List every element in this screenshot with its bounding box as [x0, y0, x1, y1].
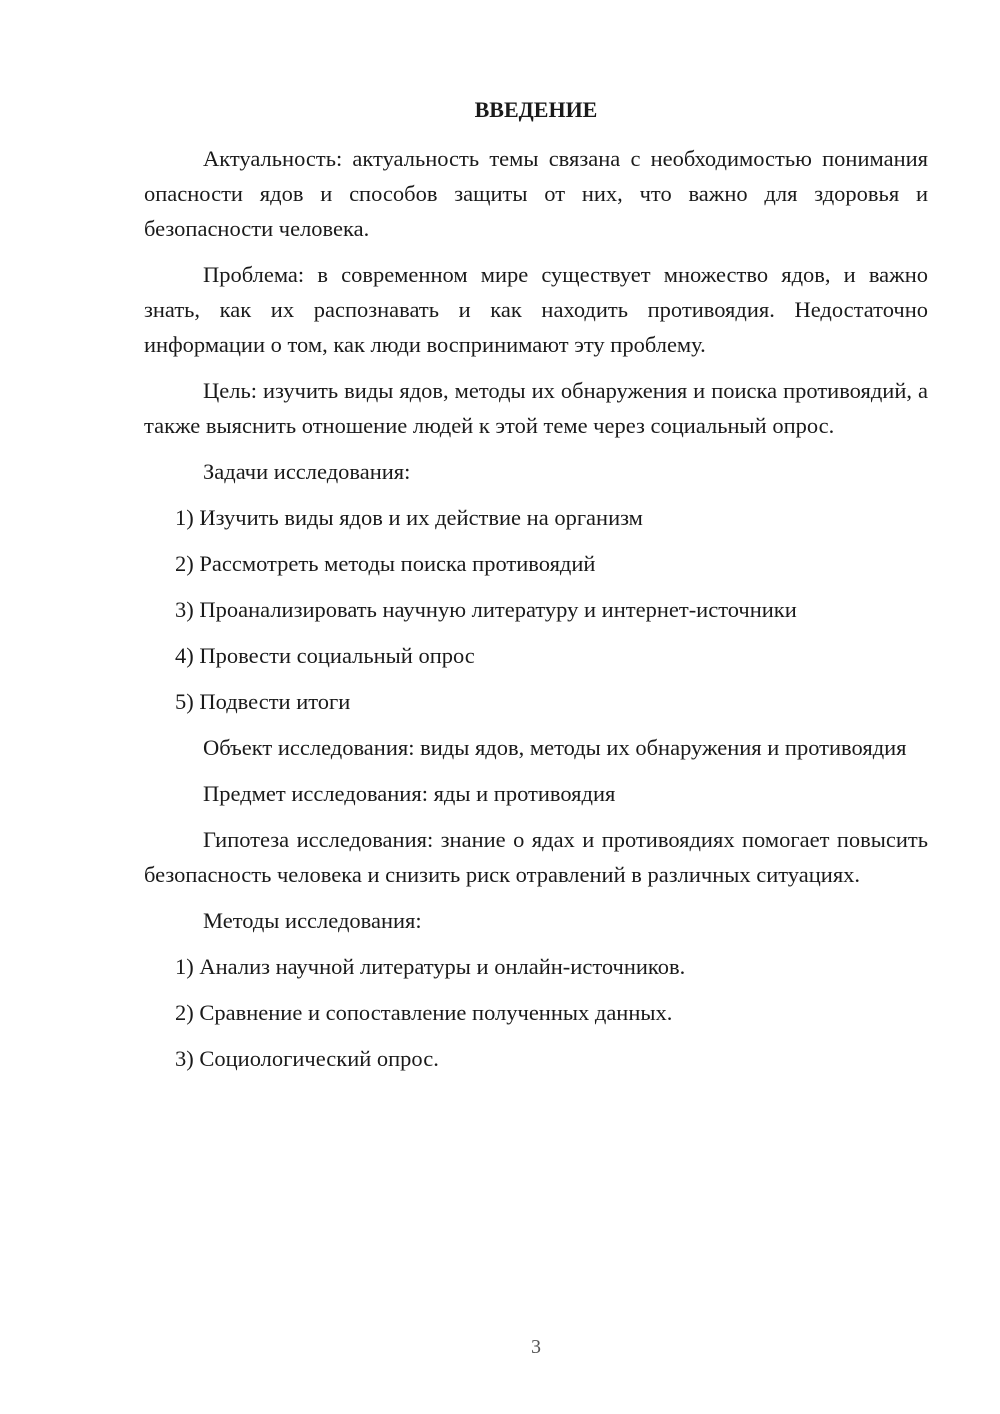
subject-paragraph: Предмет исследования: яды и противоядия	[203, 781, 616, 806]
problem-paragraph: Проблема: в современном мире существует множество ядов, и важно знать, как их распознавать и как находить противоядия. Недостаточно информации о том, как люди воспринимают эту проблему.	[144, 262, 928, 357]
task-item: 1) Изучить виды ядов и их действие на организм	[175, 505, 643, 530]
task-item: 3) Проанализировать научную литературу и интернет-источники	[175, 597, 797, 622]
method-item: 3) Социологический опрос.	[175, 1046, 439, 1071]
tasks-title: Задачи исследования:	[203, 459, 411, 484]
methods-title: Методы исследования:	[203, 908, 422, 933]
hypothesis-paragraph: Гипотеза исследования: знание о ядах и противоядиях помогает повысить безопасность человека и снизить риск отравлений в различных ситуациях.	[144, 827, 928, 887]
task-item: 2) Рассмотреть методы поиска противоядий	[175, 551, 596, 576]
goal-paragraph: Цель: изучить виды ядов, методы их обнаружения и поиска противоядий, а также выяснить отношение людей к этой теме через социальный опрос.	[144, 378, 928, 438]
method-item: 2) Сравнение и сопоставление полученных данных.	[175, 1000, 673, 1025]
object-paragraph: Объект исследования: виды ядов, методы их обнаружения и противоядия	[203, 735, 907, 760]
task-item: 4) Провести социальный опрос	[175, 643, 475, 668]
page-content	[144, 93, 928, 1087]
page-number: 3	[531, 1336, 541, 1358]
task-item: 5) Подвести итоги	[175, 689, 351, 714]
method-item: 1) Анализ научной литературы и онлайн-источников.	[175, 954, 686, 979]
section-heading: ВВЕДЕНИЕ	[474, 97, 598, 122]
relevance-paragraph: Актуальность: актуальность темы связана с необходимостью понимания опасности ядов и способов защиты от них, что важно для здоровья и безопасности человека.	[144, 146, 928, 241]
